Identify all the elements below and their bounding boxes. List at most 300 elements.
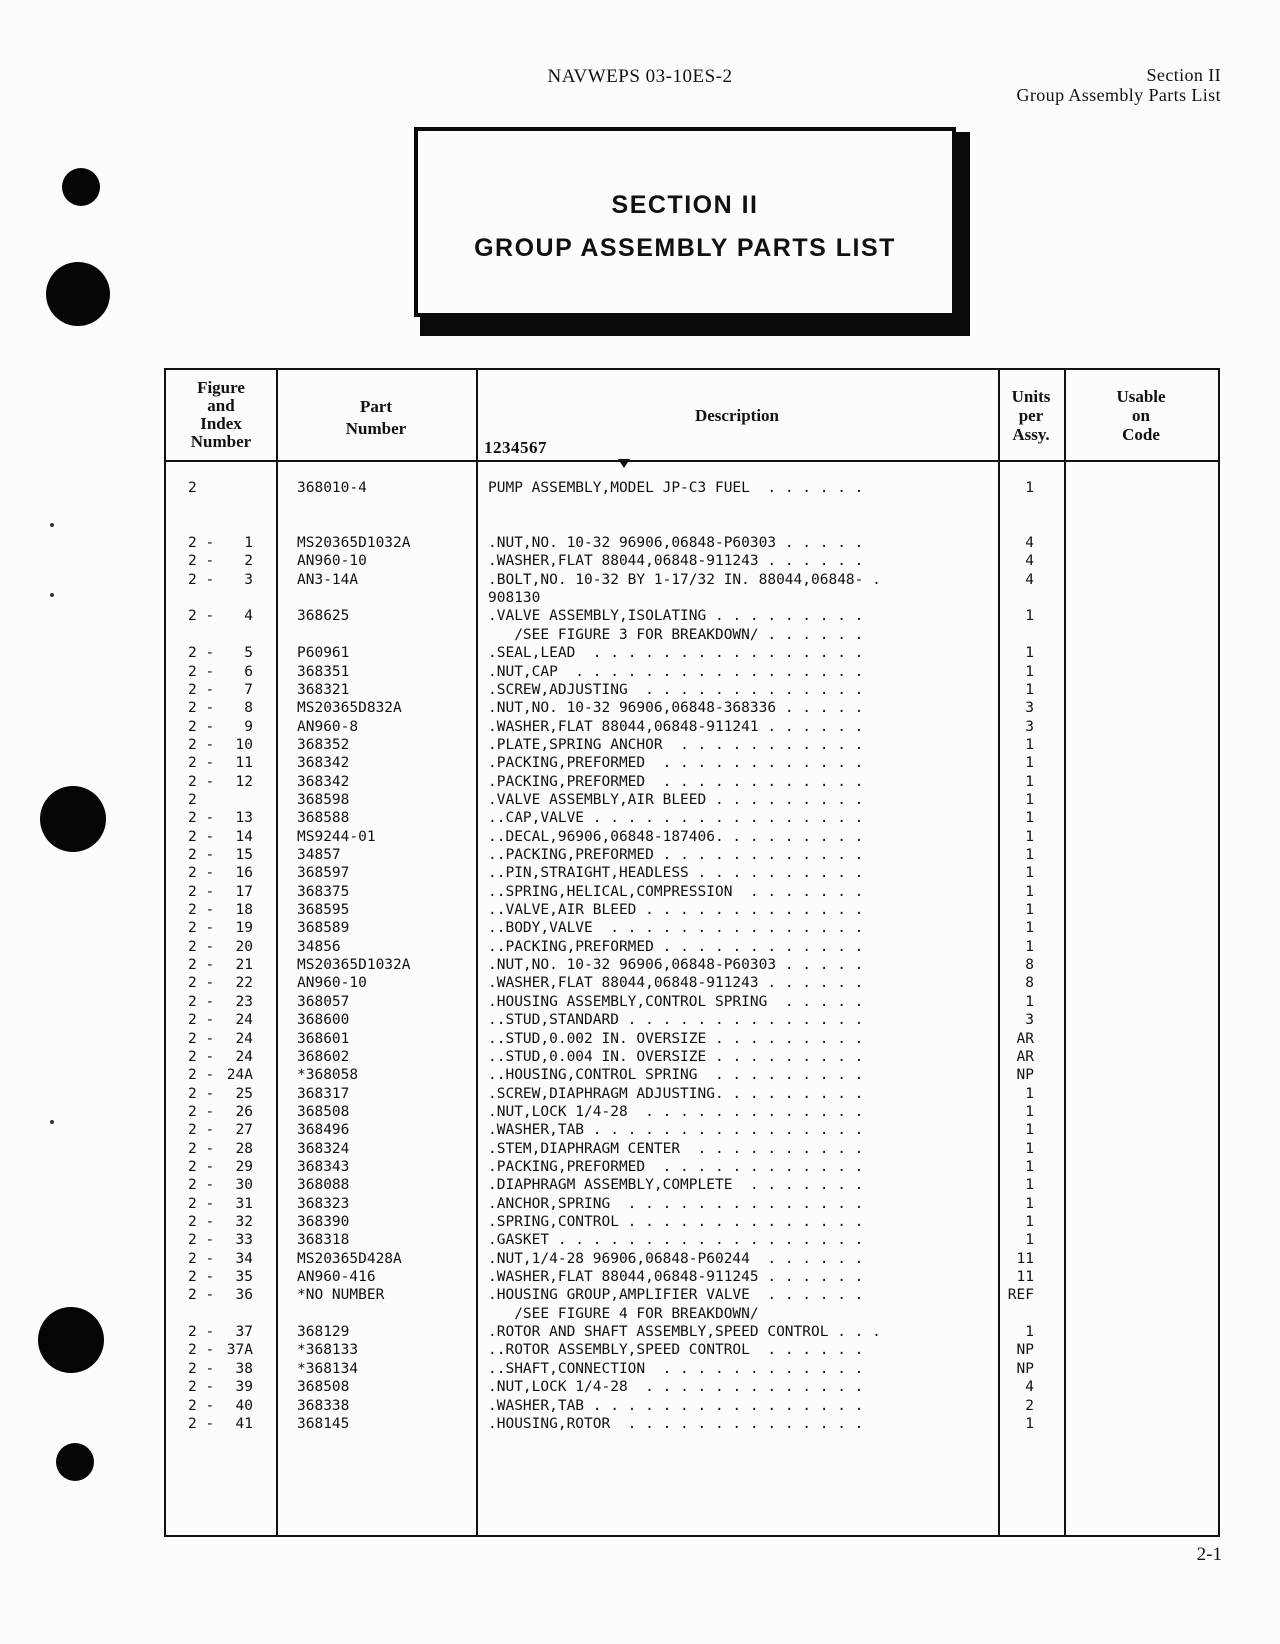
figure-number: 2 xyxy=(188,535,197,552)
table-row xyxy=(166,1176,1218,1194)
header-line: per xyxy=(1018,406,1044,425)
index-number: 24 xyxy=(235,1012,253,1029)
figure-number: 2 xyxy=(188,810,197,827)
part-number-cell: *368133 xyxy=(297,1342,359,1359)
index-dash: - xyxy=(196,993,223,1010)
units-per-assy-cell: 1 xyxy=(1025,883,1034,900)
dot-leader: . . . . . . . . . . . . . xyxy=(627,681,864,698)
figure-number: 2 xyxy=(188,938,197,955)
indent-ruler: 1234567 xyxy=(484,438,547,457)
units-per-assy-cell: 1 xyxy=(1025,810,1034,827)
description-text: .PLATE,SPRING ANCHOR xyxy=(488,736,663,753)
description-cell xyxy=(488,883,988,901)
dot-leader: . . . . . . . . . . . . . . . . . . xyxy=(549,1232,864,1249)
description-cell xyxy=(488,1397,988,1415)
description-cell xyxy=(488,1121,988,1139)
index-dash: - xyxy=(196,1250,223,1267)
table-row xyxy=(166,864,1218,882)
index-dash: - xyxy=(196,1232,223,1249)
part-number-cell: 368601 xyxy=(297,1030,350,1047)
index-dash: - xyxy=(196,1067,223,1084)
speck xyxy=(50,1120,54,1124)
dot-leader: . . . . . . . . xyxy=(723,828,864,845)
binder-hole xyxy=(38,1307,104,1373)
units-per-assy-cell: 1 xyxy=(1025,736,1034,753)
table-row xyxy=(166,699,1218,717)
description-cell xyxy=(488,1323,988,1341)
dot-leader: . . . . . xyxy=(767,993,864,1010)
figure-number: 2 xyxy=(188,773,197,790)
part-number-cell: 368010-4 xyxy=(297,480,367,496)
table-row xyxy=(166,1341,1218,1359)
index-number: 29 xyxy=(235,1158,253,1175)
units-per-assy-cell: 4 xyxy=(1025,553,1034,570)
description-text: ..VALVE,AIR BLEED xyxy=(488,902,637,919)
description-cell xyxy=(488,754,988,772)
figure-number: 2 xyxy=(188,1287,197,1304)
figure-number: 2 xyxy=(188,1342,197,1359)
part-number-cell: MS20365D1032A xyxy=(297,535,411,552)
figure-number: 2 xyxy=(188,1195,197,1212)
index-dash: - xyxy=(196,1122,223,1139)
description-cell xyxy=(488,552,988,570)
description-text: .NUT,NO. 10-32 96906,06848-P60303 xyxy=(488,535,777,552)
index-number: 10 xyxy=(235,736,253,753)
index-dash: - xyxy=(196,1415,223,1432)
index-number: 13 xyxy=(235,810,253,827)
index-dash: - xyxy=(196,1324,223,1341)
figure-number: 2 xyxy=(188,645,197,662)
figure-number: 2 xyxy=(188,1177,197,1194)
part-number-cell: 368508 xyxy=(297,1379,350,1396)
figure-index-cell xyxy=(188,1268,253,1286)
index-dash: - xyxy=(196,1269,223,1286)
units-per-assy-cell: 4 xyxy=(1025,1379,1034,1396)
units-per-assy-cell: NP xyxy=(1016,1360,1034,1377)
figure-number: 2 xyxy=(188,1122,197,1139)
description-text: .DIAPHRAGM ASSEMBLY,COMPLETE xyxy=(488,1177,733,1194)
index-number: 1 xyxy=(244,535,253,552)
document-number: NAVWEPS 03-10ES-2 xyxy=(547,66,733,87)
figure-index-cell xyxy=(188,1231,253,1249)
index-number: 9 xyxy=(244,718,253,735)
part-number-cell: *368058 xyxy=(297,1067,359,1084)
figure-number: 2 xyxy=(188,1158,197,1175)
description-text: .WASHER,FLAT 88044,06848-911241 xyxy=(488,718,759,735)
description-text: ..CAP,VALVE xyxy=(488,810,585,827)
figure-number: 2 xyxy=(188,993,197,1010)
units-per-assy-cell: 1 xyxy=(1025,608,1034,625)
description-text: ..DECAL,96906,06848-187406. xyxy=(488,828,724,845)
table-row xyxy=(166,516,1218,534)
figure-number: 2 xyxy=(188,1048,197,1065)
description-cell xyxy=(488,809,988,827)
figure-number: 2 xyxy=(188,663,197,680)
part-number-cell: 368057 xyxy=(297,993,350,1010)
dot-leader: . . . . . . . xyxy=(732,883,864,900)
figure-index-cell xyxy=(188,1250,253,1268)
dot-leader: . . . . . . xyxy=(758,553,864,570)
description-text: .HOUSING ASSEMBLY,CONTROL SPRING xyxy=(488,993,768,1010)
dot-leader: . . . . . . . . . xyxy=(697,1067,864,1084)
description-text: .NUT,LOCK 1/4-28 xyxy=(488,1379,628,1396)
dot-leader: . . . . . . . . . . . . . . . . xyxy=(584,810,864,827)
table-row xyxy=(166,497,1218,515)
description-cell xyxy=(488,864,988,882)
units-per-assy-cell: 1 xyxy=(1025,1103,1034,1120)
index-dash: - xyxy=(196,938,223,955)
dot-leader: . . . . . . xyxy=(758,975,864,992)
index-number: 38 xyxy=(235,1360,253,1377)
part-number-cell: 368496 xyxy=(297,1122,350,1139)
index-dash: - xyxy=(196,755,223,772)
index-number: 39 xyxy=(235,1379,253,1396)
index-number: 21 xyxy=(235,957,253,974)
dot-leader: . . . . . . . . . xyxy=(706,1030,864,1047)
description-text: .SPRING,CONTROL xyxy=(488,1214,619,1230)
header-line: and xyxy=(207,396,235,415)
description-text: /SEE FIGURE 3 FOR BREAKDOWN/ xyxy=(488,626,759,643)
units-per-assy-cell: 1 xyxy=(1025,1232,1034,1249)
dot-leader: . . . . . . . . . . . . . . . . xyxy=(575,645,864,662)
figure-number: 2 xyxy=(188,736,197,753)
units-per-assy-cell: 3 xyxy=(1025,700,1034,717)
description-cell xyxy=(488,1048,988,1066)
part-number-cell: MS20365D1032A xyxy=(297,957,411,974)
figure-index-cell xyxy=(188,1341,253,1359)
index-dash: - xyxy=(196,920,223,937)
figure-index-cell xyxy=(188,1176,253,1194)
description-text: .NUT,LOCK 1/4-28 xyxy=(488,1103,628,1120)
figure-number: 2 xyxy=(188,902,197,919)
index-number: 23 xyxy=(235,993,253,1010)
binder-hole xyxy=(40,786,106,852)
units-per-assy-cell: 1 xyxy=(1025,920,1034,937)
dot-leader: . . . . . . xyxy=(749,1342,864,1359)
figure-number: 2 xyxy=(188,1012,197,1029)
index-dash: - xyxy=(196,718,223,735)
table-row xyxy=(166,846,1218,864)
units-per-assy-cell: 3 xyxy=(1025,718,1034,735)
units-per-assy-cell: 1 xyxy=(1025,1158,1034,1175)
units-per-assy-cell: 11 xyxy=(1016,1250,1034,1267)
figure-index-cell xyxy=(188,681,253,699)
index-dash: - xyxy=(196,1397,223,1414)
dot-leader: . . . . . . . . . . . xyxy=(662,736,864,753)
figure-index-cell xyxy=(188,1397,253,1415)
dot-leader: . . . . . . . . . . xyxy=(688,865,864,882)
part-number-cell: 368343 xyxy=(297,1158,350,1175)
figure-number: 2 xyxy=(188,791,197,808)
figure-index-cell xyxy=(188,1048,253,1066)
figure-number: 2 xyxy=(188,1140,197,1157)
table-row xyxy=(166,791,1218,809)
description-text: .BOLT,NO. 10-32 BY 1-17/32 IN. 88044,06848- . xyxy=(488,571,881,588)
index-number: 31 xyxy=(235,1195,253,1212)
table-row xyxy=(166,1085,1218,1103)
index-number: 5 xyxy=(244,645,253,662)
figure-index-cell xyxy=(188,1140,253,1158)
index-dash: - xyxy=(196,902,223,919)
figure-index-cell xyxy=(188,938,253,956)
figure-number: 2 xyxy=(188,1360,197,1377)
table-row xyxy=(166,607,1218,625)
description-cell xyxy=(488,571,988,589)
index-dash: - xyxy=(196,608,223,625)
index-number: 24 xyxy=(235,1030,253,1047)
figure-index-cell xyxy=(188,1378,253,1396)
description-cell xyxy=(488,1085,988,1103)
description-text: .NUT,NO. 10-32 96906,06848-P60303 xyxy=(488,957,777,974)
table-row xyxy=(166,1268,1218,1286)
description-text: ..STUD,0.004 IN. OVERSIZE xyxy=(488,1048,707,1065)
description-cell xyxy=(488,1140,988,1158)
index-number: 24A xyxy=(226,1067,253,1084)
header-line: Figure xyxy=(197,378,245,397)
figure-index-cell xyxy=(188,919,253,937)
index-dash: - xyxy=(196,957,223,974)
description-cell xyxy=(488,1195,988,1213)
part-number-cell: 368375 xyxy=(297,883,350,900)
units-per-assy-cell: 1 xyxy=(1025,755,1034,772)
index-number: 37 xyxy=(235,1324,253,1341)
units-per-assy-cell: 4 xyxy=(1025,571,1034,588)
units-per-assy-cell: 1 xyxy=(1025,480,1034,496)
figure-number: 2 xyxy=(188,1214,197,1230)
figure-number: 2 xyxy=(188,1415,197,1432)
part-number-cell: AN960-10 xyxy=(297,553,367,570)
table-row xyxy=(166,681,1218,699)
index-dash: - xyxy=(196,1103,223,1120)
index-number: 11 xyxy=(235,755,253,772)
description-cell xyxy=(488,663,988,681)
table-row xyxy=(166,1415,1218,1433)
index-number: 15 xyxy=(235,847,253,863)
units-per-assy-cell: 1 xyxy=(1025,1177,1034,1194)
figure-index-cell xyxy=(188,1158,253,1176)
table-row xyxy=(166,919,1218,937)
description-cell xyxy=(488,901,988,919)
figure-index-cell xyxy=(188,883,253,901)
description-text: ..PACKING,PREFORMED xyxy=(488,847,654,863)
description-cell xyxy=(488,1341,988,1359)
units-per-assy-cell: 1 xyxy=(1025,1085,1034,1102)
figure-index-cell xyxy=(188,956,253,974)
header-units-per-assy xyxy=(998,387,1064,444)
figure-index-cell xyxy=(188,1011,253,1029)
dot-leader: . . . . . . . xyxy=(732,1177,864,1194)
dot-leader: . . . . . xyxy=(776,700,864,717)
figure-index-cell xyxy=(188,479,197,497)
description-cell xyxy=(488,479,988,497)
units-per-assy-cell: 1 xyxy=(1025,791,1034,808)
table-row xyxy=(166,1323,1218,1341)
description-text: .STEM,DIAPHRAGM CENTER xyxy=(488,1140,681,1157)
description-cell xyxy=(488,828,988,846)
table-row xyxy=(166,1158,1218,1176)
index-dash: - xyxy=(196,1195,223,1212)
binder-hole xyxy=(62,168,100,206)
dot-leader: . . . . . . . . . xyxy=(706,791,864,808)
figure-number: 2 xyxy=(188,865,197,882)
description-text: ..BODY,VALVE xyxy=(488,920,593,937)
description-cell xyxy=(488,1286,988,1304)
index-dash: - xyxy=(196,847,223,863)
speck xyxy=(50,523,54,527)
part-number-cell: 368342 xyxy=(297,773,350,790)
part-number-cell: MS9244-01 xyxy=(297,828,376,845)
dot-leader: . . . . . . xyxy=(749,1287,864,1304)
table-row xyxy=(166,1048,1218,1066)
figure-number: 2 xyxy=(188,1250,197,1267)
description-text: .WASHER,TAB xyxy=(488,1397,585,1414)
description-text: .ROTOR AND SHAFT ASSEMBLY,SPEED CONTROL . . . xyxy=(488,1324,881,1341)
figure-number: 2 xyxy=(188,681,197,698)
index-number: 28 xyxy=(235,1140,253,1157)
description-text: .NUT,1/4-28 96906,06848-P60244 xyxy=(488,1250,750,1267)
table-row xyxy=(166,1213,1218,1231)
figure-index-cell xyxy=(188,699,253,717)
dot-leader: . . . . . . . . . . . . xyxy=(653,938,864,955)
figure-index-cell xyxy=(188,901,253,919)
table-row xyxy=(166,1250,1218,1268)
page-number: 2-1 xyxy=(1196,1544,1222,1565)
table-row xyxy=(166,571,1218,589)
part-number-cell: 368323 xyxy=(297,1195,350,1212)
index-number: 27 xyxy=(235,1122,253,1139)
index-dash: - xyxy=(196,1360,223,1377)
description-cell xyxy=(488,1415,988,1433)
dot-leader: . . . . . . . . . . . . . xyxy=(627,1379,864,1396)
description-cell xyxy=(488,993,988,1011)
part-number-cell: 368598 xyxy=(297,791,350,808)
description-cell xyxy=(488,607,988,625)
header-part-number xyxy=(276,396,476,440)
index-dash: - xyxy=(196,1379,223,1396)
dot-leader: . . . . . . xyxy=(749,1250,864,1267)
table-row xyxy=(166,883,1218,901)
description-cell xyxy=(488,1360,988,1378)
part-number-cell: 368625 xyxy=(297,608,350,625)
figure-index-cell xyxy=(188,974,253,992)
dot-leader: . . . . . . . . . . . . . . xyxy=(618,1214,864,1230)
figure-index-cell xyxy=(188,552,253,570)
dot-leader: . . . . . . . . . . . . . . . . xyxy=(584,1397,864,1414)
description-text: .PACKING,PREFORMED xyxy=(488,755,646,772)
description-cell xyxy=(488,1030,988,1048)
part-number-cell: 368602 xyxy=(297,1048,350,1065)
header-usable-on-code xyxy=(1064,387,1218,444)
index-number: 19 xyxy=(235,920,253,937)
index-number: 26 xyxy=(235,1103,253,1120)
figure-index-cell xyxy=(188,1213,253,1231)
binder-hole xyxy=(46,262,110,326)
part-number-cell: 368508 xyxy=(297,1103,350,1120)
part-number-cell: 368351 xyxy=(297,663,350,680)
part-number-cell: 368352 xyxy=(297,736,350,753)
index-number: 22 xyxy=(235,975,253,992)
part-number-cell: MS20365D428A xyxy=(297,1250,402,1267)
description-cell xyxy=(488,1103,988,1121)
description-text: .NUT,CAP xyxy=(488,663,558,680)
description-text: .WASHER,FLAT 88044,06848-911243 xyxy=(488,553,759,570)
index-number: 6 xyxy=(244,663,253,680)
index-dash: - xyxy=(196,1342,223,1359)
index-number: 2 xyxy=(244,553,253,570)
table-row xyxy=(166,534,1218,552)
table-row xyxy=(166,663,1218,681)
description-cell xyxy=(488,1268,988,1286)
description-cell xyxy=(488,736,988,754)
part-number-cell: 368317 xyxy=(297,1085,350,1102)
description-text: .WASHER,FLAT 88044,06848-911245 xyxy=(488,1269,759,1286)
figure-index-cell xyxy=(188,773,253,791)
index-dash: - xyxy=(196,1030,223,1047)
description-text: 908130 xyxy=(488,590,541,607)
index-number: 24 xyxy=(235,1048,253,1065)
figure-index-cell xyxy=(188,1195,253,1213)
table-row xyxy=(166,552,1218,570)
index-dash: - xyxy=(196,681,223,698)
figure-index-cell xyxy=(188,993,253,1011)
part-number-cell: 368145 xyxy=(297,1415,350,1432)
figure-index-cell xyxy=(188,1415,253,1433)
description-text: PUMP ASSEMBLY,MODEL JP-C3 FUEL xyxy=(488,480,750,496)
header-line: Number xyxy=(345,419,407,438)
table-row xyxy=(166,1397,1218,1415)
table-row xyxy=(166,1121,1218,1139)
section-label: Section II xyxy=(1146,65,1221,85)
index-number: 33 xyxy=(235,1232,253,1249)
part-number-cell: 368338 xyxy=(297,1397,350,1414)
dot-leader: . . . . . . . . . xyxy=(706,608,864,625)
description-cell xyxy=(488,1066,988,1084)
part-number-cell: 368342 xyxy=(297,755,350,772)
figure-number: 2 xyxy=(188,1379,197,1396)
figure-index-cell xyxy=(188,663,253,681)
figure-number: 2 xyxy=(188,883,197,900)
dot-leader: . . . . . . . . . . . . . . xyxy=(610,1195,864,1212)
index-dash: - xyxy=(196,1177,223,1194)
part-number-cell: AN3-14A xyxy=(297,571,359,588)
part-number-cell: 368600 xyxy=(297,1012,350,1029)
dot-leader: . . . . . . . . . . . . xyxy=(653,847,864,863)
header-line: Usable xyxy=(1116,387,1166,406)
figure-index-cell xyxy=(188,644,253,662)
description-cell xyxy=(488,589,988,607)
index-dash: - xyxy=(196,700,223,717)
table-row xyxy=(166,589,1218,607)
units-per-assy-cell: 1 xyxy=(1025,828,1034,845)
index-number: 17 xyxy=(235,883,253,900)
part-number-cell: AN960-8 xyxy=(297,718,359,735)
dot-leader: . . . . . . . . . . . . . . . . xyxy=(584,1122,864,1139)
figure-index-cell xyxy=(188,736,253,754)
units-per-assy-cell: 1 xyxy=(1025,773,1034,790)
figure-number: 2 xyxy=(188,700,197,717)
figure-number: 2 xyxy=(188,1232,197,1249)
header-line: on xyxy=(1132,406,1150,425)
figure-number: 2 xyxy=(188,1324,197,1341)
index-dash: - xyxy=(196,1140,223,1157)
units-per-assy-cell: 8 xyxy=(1025,957,1034,974)
figure-number: 2 xyxy=(188,718,197,735)
header-line: Index xyxy=(200,414,242,433)
units-per-assy-cell: 1 xyxy=(1025,1122,1034,1139)
description-cell xyxy=(488,626,988,644)
index-dash: - xyxy=(196,553,223,570)
figure-index-cell xyxy=(188,1085,253,1103)
